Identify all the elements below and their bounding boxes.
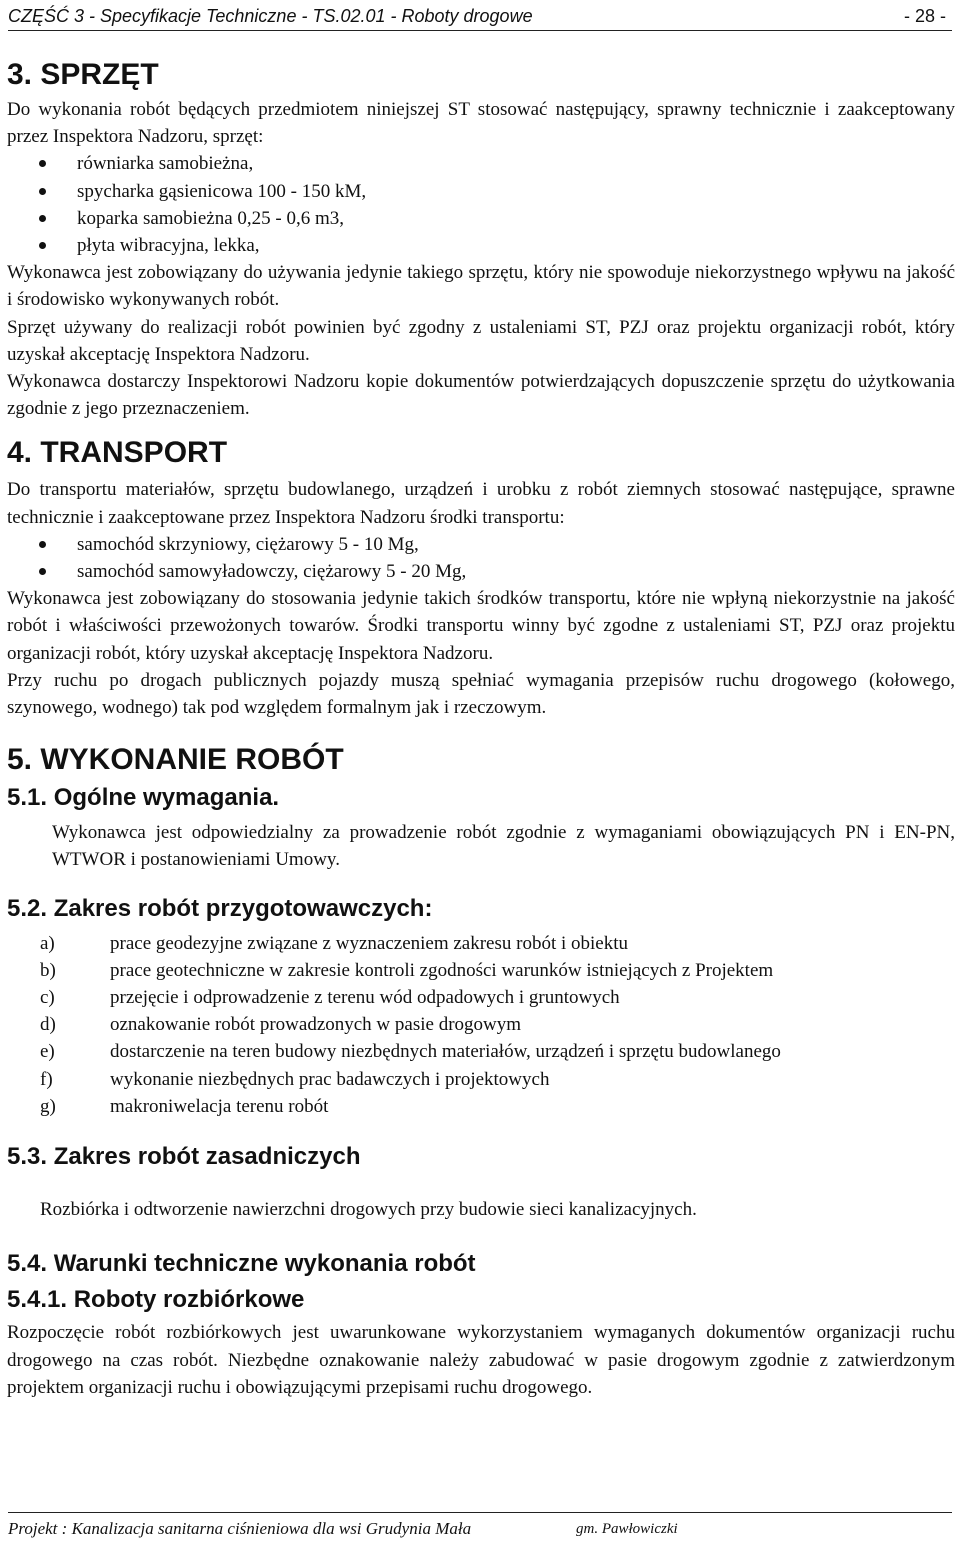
section-5-3-text: Rozbiórka i odtworzenie nawierzchni drogowych przy budowie sieci kanalizacyjnych. <box>40 1199 697 1221</box>
section-5-4-1-heading: 5.4.1. Roboty rozbiórkowe <box>7 1286 305 1314</box>
list-item: spycharka gąsienicowa 100 - 150 kM, <box>7 178 955 205</box>
municipality: gm. Pawłowiczki <box>576 1521 678 1537</box>
list-item: płyta wibracyjna, lekka, <box>7 232 955 259</box>
page-number: - 28 - <box>903 6 946 26</box>
list-letter: f) <box>40 1068 53 1090</box>
list-text: wykonanie niezbędnych prac badawczych i projektowych <box>110 1068 550 1090</box>
list-item <box>7 984 955 1011</box>
section-5-2-heading: 5.2. Zakres robót przygotowawczych: <box>7 894 433 922</box>
list-item: równiarka samobieżna, <box>7 150 955 177</box>
document-body <box>7 58 955 1401</box>
section-3-heading: 3. SPRZĘT <box>7 58 159 91</box>
document-title: CZĘŚĆ 3 - Specyfikacje Techniczne - TS.02.01 - Roboty drogowe <box>8 6 533 26</box>
section-3-paragraph: Wykonawca jest zobowiązany do używania jedynie takiego sprzętu, który nie spowoduje niekorzystnego wpływu na jakość i środowisko wykonywanych robót. <box>7 262 955 311</box>
equipment-list <box>7 150 955 259</box>
list-text: dostarczenie na teren budowy niezbędnych materiałów, urządzeń i sprzętu budowlanego <box>110 1041 781 1063</box>
list-letter: d) <box>40 1014 56 1036</box>
list-text: prace geotechniczne w zakresie kontroli zgodności warunków istniejących z Projektem <box>110 959 774 981</box>
page-footer <box>8 1512 952 1538</box>
section-5-heading: 5. WYKONANIE ROBÓT <box>7 743 344 777</box>
transport-list <box>7 531 955 585</box>
list-letter: g) <box>40 1095 56 1117</box>
list-text: prace geodezyjne związane z wyznaczeniem zakresu robót i obiektu <box>110 932 629 954</box>
section-5-4-1-text: Rozpoczęcie robót rozbiórkowych jest uwarunkowane wykorzystaniem wymaganych dokumentów organizacji ruchu drogowego na czas robót. Niezbędne oznakowanie należy zabudować w pasie drogowym zgodnie z zatwierdzonym projektem organizacji ruchu i obowiązującymi przepisami ruchu drogowego. <box>7 1322 955 1398</box>
section-3-paragraph: Wykonawca dostarczy Inspektorowi Nadzoru kopie dokumentów potwierdzających dopuszczenie sprzętu do użytkowania zgodnie z jego przeznaczeniem. <box>7 371 955 420</box>
list-letter: e) <box>40 1041 55 1063</box>
section-3-intro: Do wykonania robót będących przedmiotem niniejszej ST stosować następujący, sprawny technicznie i zaakceptowany przez Inspektora Nadzoru, sprzęt: <box>7 99 955 148</box>
section-5-4-heading: 5.4. Warunki techniczne wykonania robót <box>7 1250 476 1278</box>
section-4-intro: Do transportu materiałów, sprzętu budowlanego, urządzeń i urobku z robót ziemnych stosować następujące, sprawne technicznie i zaakceptowane przez Inspektora Nadzoru środki transportu: <box>7 479 955 528</box>
section-3-paragraph: Sprzęt używany do realizacji robót powinien być zgodny z ustaleniami ST, PZJ oraz projektu organizacji robót, który uzyskał akceptację Inspektora Nadzoru. <box>7 316 955 365</box>
section-5-1-text: Wykonawca jest odpowiedzialny za prowadzenie robót zgodnie z wymaganiami obowiązujących PN i EN-PN, WTWOR i postanowieniami Umowy. <box>52 822 955 871</box>
list-item <box>7 1011 955 1038</box>
list-letter: c) <box>40 987 55 1009</box>
list-letter: a) <box>40 932 55 954</box>
list-item <box>7 930 955 957</box>
list-item <box>7 957 955 984</box>
list-item <box>7 1066 955 1093</box>
list-item: samochód skrzyniowy, ciężarowy 5 - 10 Mg, <box>7 531 955 558</box>
section-4-paragraph: Wykonawca jest zobowiązany do stosowania jedynie takich środków transportu, które nie wpłyną niekorzystnie na jakość robót i właściwości przewożonych towarów. Środki transportu winny być zgodne z ustaleniami ST, PZJ oraz projektu organizacji robót, który uzyskał akceptację Inspektora Nadzoru. <box>7 588 955 664</box>
list-text: oznakowanie robót prowadzonych w pasie drogowym <box>110 1014 522 1036</box>
section-4-heading: 4. TRANSPORT <box>7 436 228 470</box>
list-item <box>7 1038 955 1065</box>
list-item: koparka samobieżna 0,25 - 0,6 m3, <box>7 205 955 232</box>
page-header <box>8 4 952 31</box>
preparatory-works-list <box>7 930 955 1120</box>
list-item: samochód samowyładowczy, ciężarowy 5 - 20 Mg, <box>7 558 955 585</box>
section-4-paragraph: Przy ruchu po drogach publicznych pojazdy muszą spełniać wymagania przepisów ruchu drogowego (kołowego, szynowego, wodnego) tak pod względem formalnym jak i rzeczowym. <box>7 669 955 719</box>
project-name: Projekt : Kanalizacja sanitarna ciśnieniowa dla wsi Grudynia Mała <box>8 1519 472 1538</box>
section-5-1-heading: 5.1. Ogólne wymagania. <box>7 784 280 812</box>
section-5-3-heading: 5.3. Zakres robót zasadniczych <box>7 1143 361 1171</box>
list-text: makroniwelacja terenu robót <box>110 1095 329 1117</box>
list-item <box>7 1093 955 1120</box>
list-text: przejęcie i odprowadzenie z terenu wód odpadowych i gruntowych <box>110 987 620 1009</box>
list-letter: b) <box>40 959 56 981</box>
